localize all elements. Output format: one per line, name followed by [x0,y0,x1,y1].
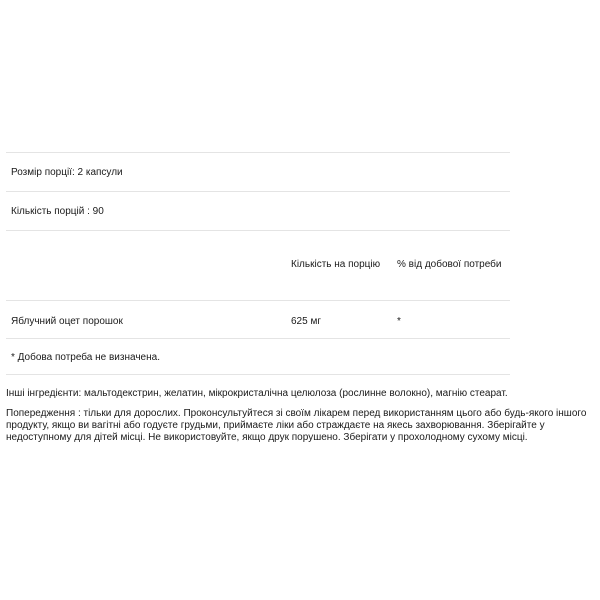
amount-per-serving-header: Кількість на порцію [291,259,381,270]
table-header-row [6,230,510,300]
ingredient-amount: 625 мг [291,316,321,327]
ingredient-name: Яблучний оцет порошок [11,316,123,327]
servings-per-container-row [6,191,510,230]
other-ingredients-text: Інші інгредієнти: мальтодекстрин, желатин, мікрокристалічна целюлоза (рослинне волокно), магнію стеарат. [6,388,508,399]
daily-value-header: % від добової потреби [397,259,502,270]
servings-per-container-text: Кількість порцій : 90 [11,206,104,217]
table-row [6,300,510,338]
footnote-row [6,338,510,375]
ingredient-daily-value: * [397,316,401,327]
warning-text: Попередження : тільки для дорослих. Проконсультуйтеся зі своїм лікарем перед використанням цього або будь-якого іншого продукту, якщо ви вагітні або годуєте грудьми, приймаєте ліки або страждаєте на якесь захворювання. Зберігайте у недоступному для дітей місці. Не використовуйте, якщо друк порушено. Зберігати у прохолодному сухому місці. [6,408,587,443]
serving-size-text: Розмір порції: 2 капсули [11,167,123,178]
daily-value-footnote: * Добова потреба не визначена. [11,352,160,363]
serving-size-row [6,152,510,191]
supplement-facts-table [6,152,510,375]
